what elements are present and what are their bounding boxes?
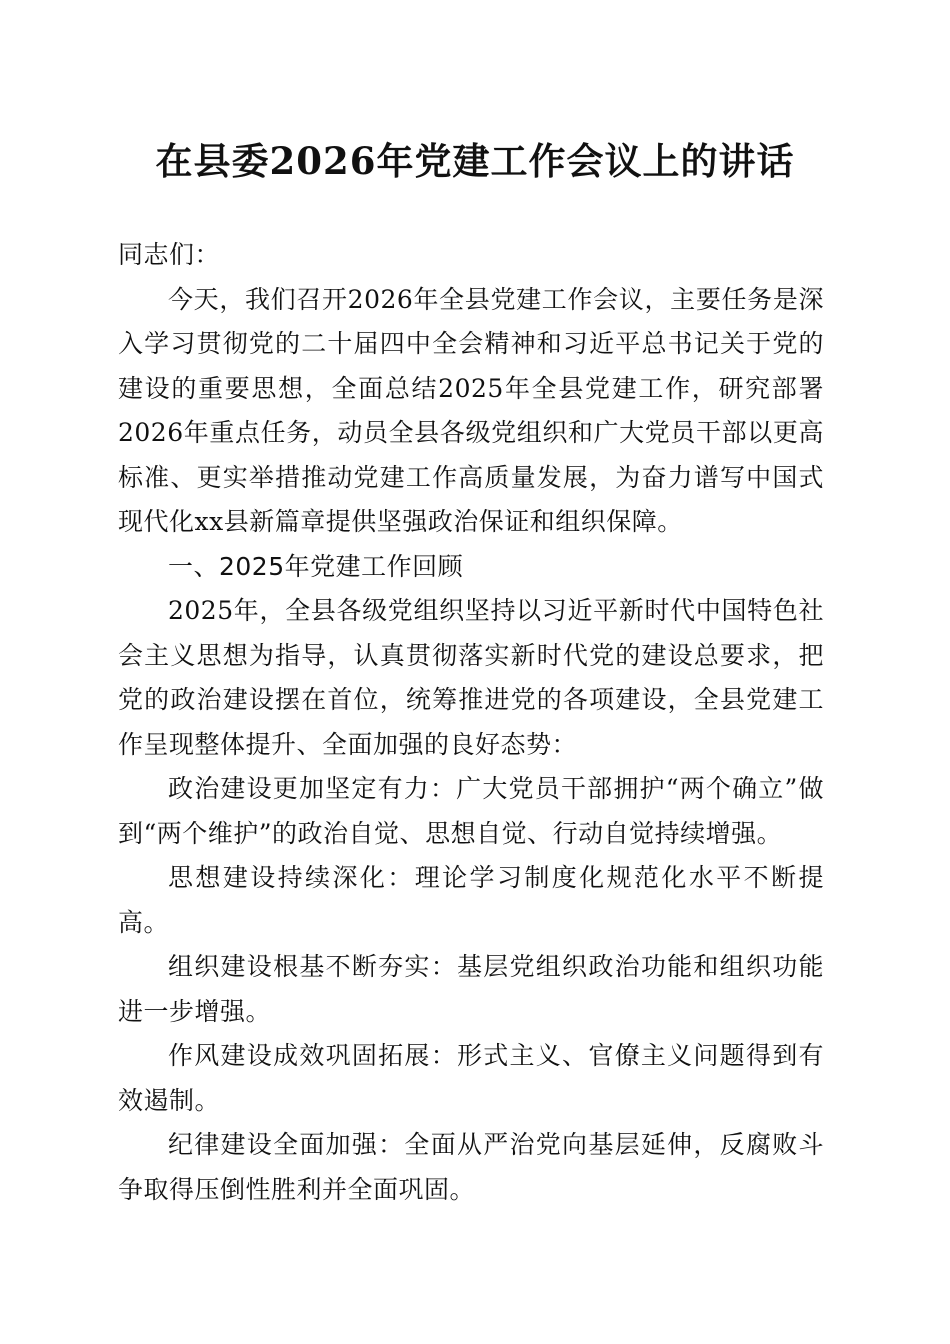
paragraph-conduct-building: 作风建设成效巩固拓展：形式主义、官僚主义问题得到有效遏制。 <box>118 1041 824 1115</box>
paragraph-political-building: 政治建设更加坚定有力：广大党员干部拥护“两个确立”做到“两个维护”的政治自觉、思想自觉、行动自觉持续增强。 <box>118 774 824 848</box>
paragraph-ideological-building: 思想建设持续深化：理论学习制度化规范化水平不断提高。 <box>118 863 824 937</box>
paragraph-discipline-building: 纪律建设全面加强：全面从严治党向基层延伸，反腐败斗争取得压倒性胜利并全面巩固。 <box>118 1130 824 1204</box>
document-title: 在县委2026年党建工作会议上的讲话 <box>155 139 795 183</box>
paragraph-intro: 今天，我们召开2026年全县党建工作会议，主要任务是深入学习贯彻党的二十届四中全会精神和习近平总书记关于党的建设的重要思想，全面总结2025年全县党建工作，研究部署2026年重点任务，动员全县各级党组织和广大党员干部以更高标准、更实举措推动党建工作高质量发展，为奋力谱写中国式现代化xx县新篇章提供坚强政治保证和组织保障。 <box>118 284 824 536</box>
paragraph-review-summary: 2025年，全县各级党组织坚持以习近平新时代中国特色社会主义思想为指导，认真贯彻落实新时代党的建设总要求，把党的政治建设摆在首位，统筹推进党的各项建设，全县党建工作呈现整体提升、全面加强的良好态势： <box>118 596 824 759</box>
paragraph-organizational-building: 组织建设根基不断夯实：基层党组织政治功能和组织功能进一步增强。 <box>118 952 824 1026</box>
salutation: 同志们： <box>118 240 221 269</box>
document-body <box>118 233 824 1212</box>
section-heading-review: 一、2025年党建工作回顾 <box>168 551 464 581</box>
